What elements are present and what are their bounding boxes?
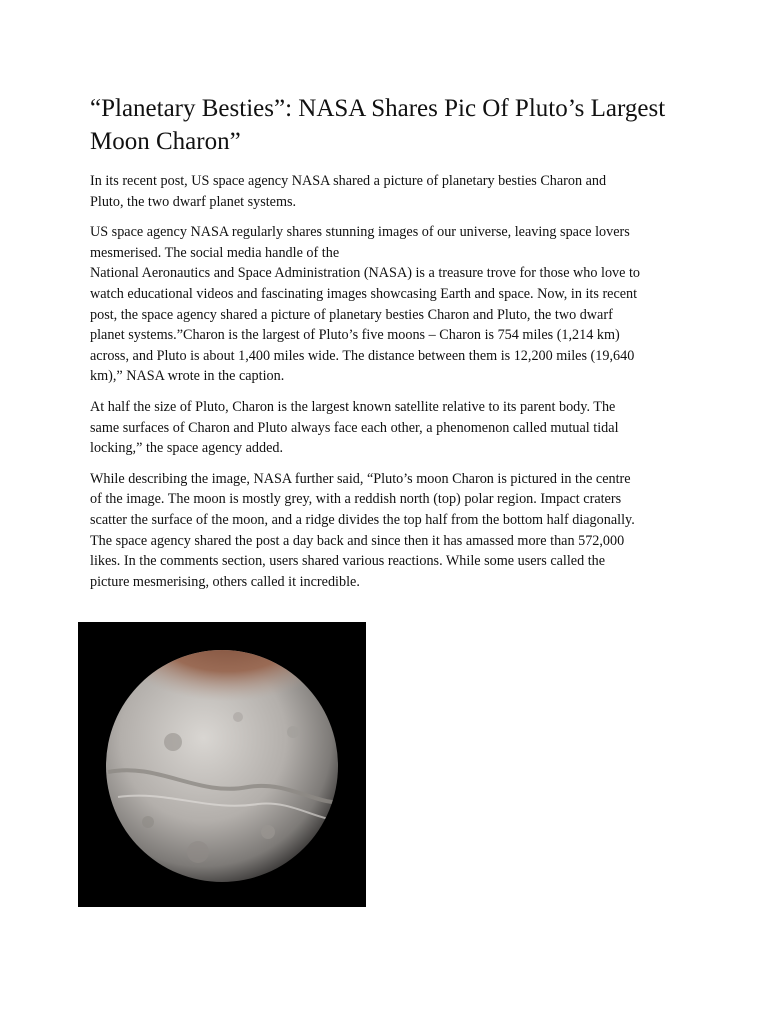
article-title — [90, 92, 690, 158]
text-line: same surfaces of Charon and Pluto always face each other, a phenomenon called mutual tidal — [90, 419, 619, 436]
paragraph-intro — [90, 171, 680, 212]
article-body — [90, 171, 680, 602]
title-line: “Planetary Besties”: NASA Shares Pic Of Pluto’s Largest — [90, 95, 666, 122]
crater — [261, 825, 275, 839]
text-line: scatter the surface of the moon, and a ridge divides the top half from the bottom half diagonally. — [90, 511, 635, 528]
text-line: post, the space agency shared a picture of planetary besties Charon and Pluto, the two dwarf — [90, 306, 613, 323]
crater — [164, 733, 182, 751]
text-line: across, and Pluto is about 1,400 miles wide. The distance between them is 12,200 miles (19,640 — [90, 347, 635, 364]
paragraph-description — [90, 469, 680, 593]
text-line: Pluto, the two dwarf planet systems. — [90, 193, 297, 210]
text-line: At half the size of Pluto, Charon is the largest known satellite relative to its parent body. The — [90, 398, 616, 415]
text-line: While describing the image, NASA further said, “Pluto’s moon Charon is pictured in the centre — [90, 470, 631, 487]
text-line: National Aeronautics and Space Administration (NASA) is a treasure trove for those who love to — [90, 265, 641, 282]
text-line: planet systems.”Charon is the largest of Pluto’s five moons – Charon is 754 miles (1,214 km) — [90, 327, 620, 344]
crater — [287, 726, 299, 738]
text-line: US space agency NASA regularly shares stunning images of our universe, leaving space lovers — [90, 224, 630, 241]
crater — [187, 841, 209, 863]
text-line: likes. In the comments section, users shared various reactions. While some users called the — [90, 553, 606, 570]
text-line: locking,” the space agency added. — [90, 440, 284, 457]
text-line: km),” NASA wrote in the caption. — [90, 368, 285, 385]
charon-moon-illustration — [78, 622, 366, 907]
text-line: picture mesmerising, others called it incredible. — [90, 573, 360, 590]
crater — [142, 816, 154, 828]
crater — [233, 712, 243, 722]
text-line: In its recent post, US space agency NASA shared a picture of planetary besties Charon and — [90, 173, 607, 189]
paragraph-tidal-locking — [90, 397, 680, 459]
text-line: watch educational videos and fascinating images showcasing Earth and space. Now, in its recent — [90, 285, 638, 302]
text-line: The space agency shared the post a day back and since then it has amassed more than 572,000 — [90, 532, 625, 549]
text-line: of the image. The moon is mostly grey, with a reddish north (top) polar region. Impact craters — [90, 491, 622, 508]
title-line: Moon Charon” — [90, 128, 241, 155]
charon-photo — [78, 622, 366, 907]
paragraph-nasa-shares — [90, 222, 680, 387]
text-line: mesmerised. The social media handle of the — [90, 244, 340, 261]
